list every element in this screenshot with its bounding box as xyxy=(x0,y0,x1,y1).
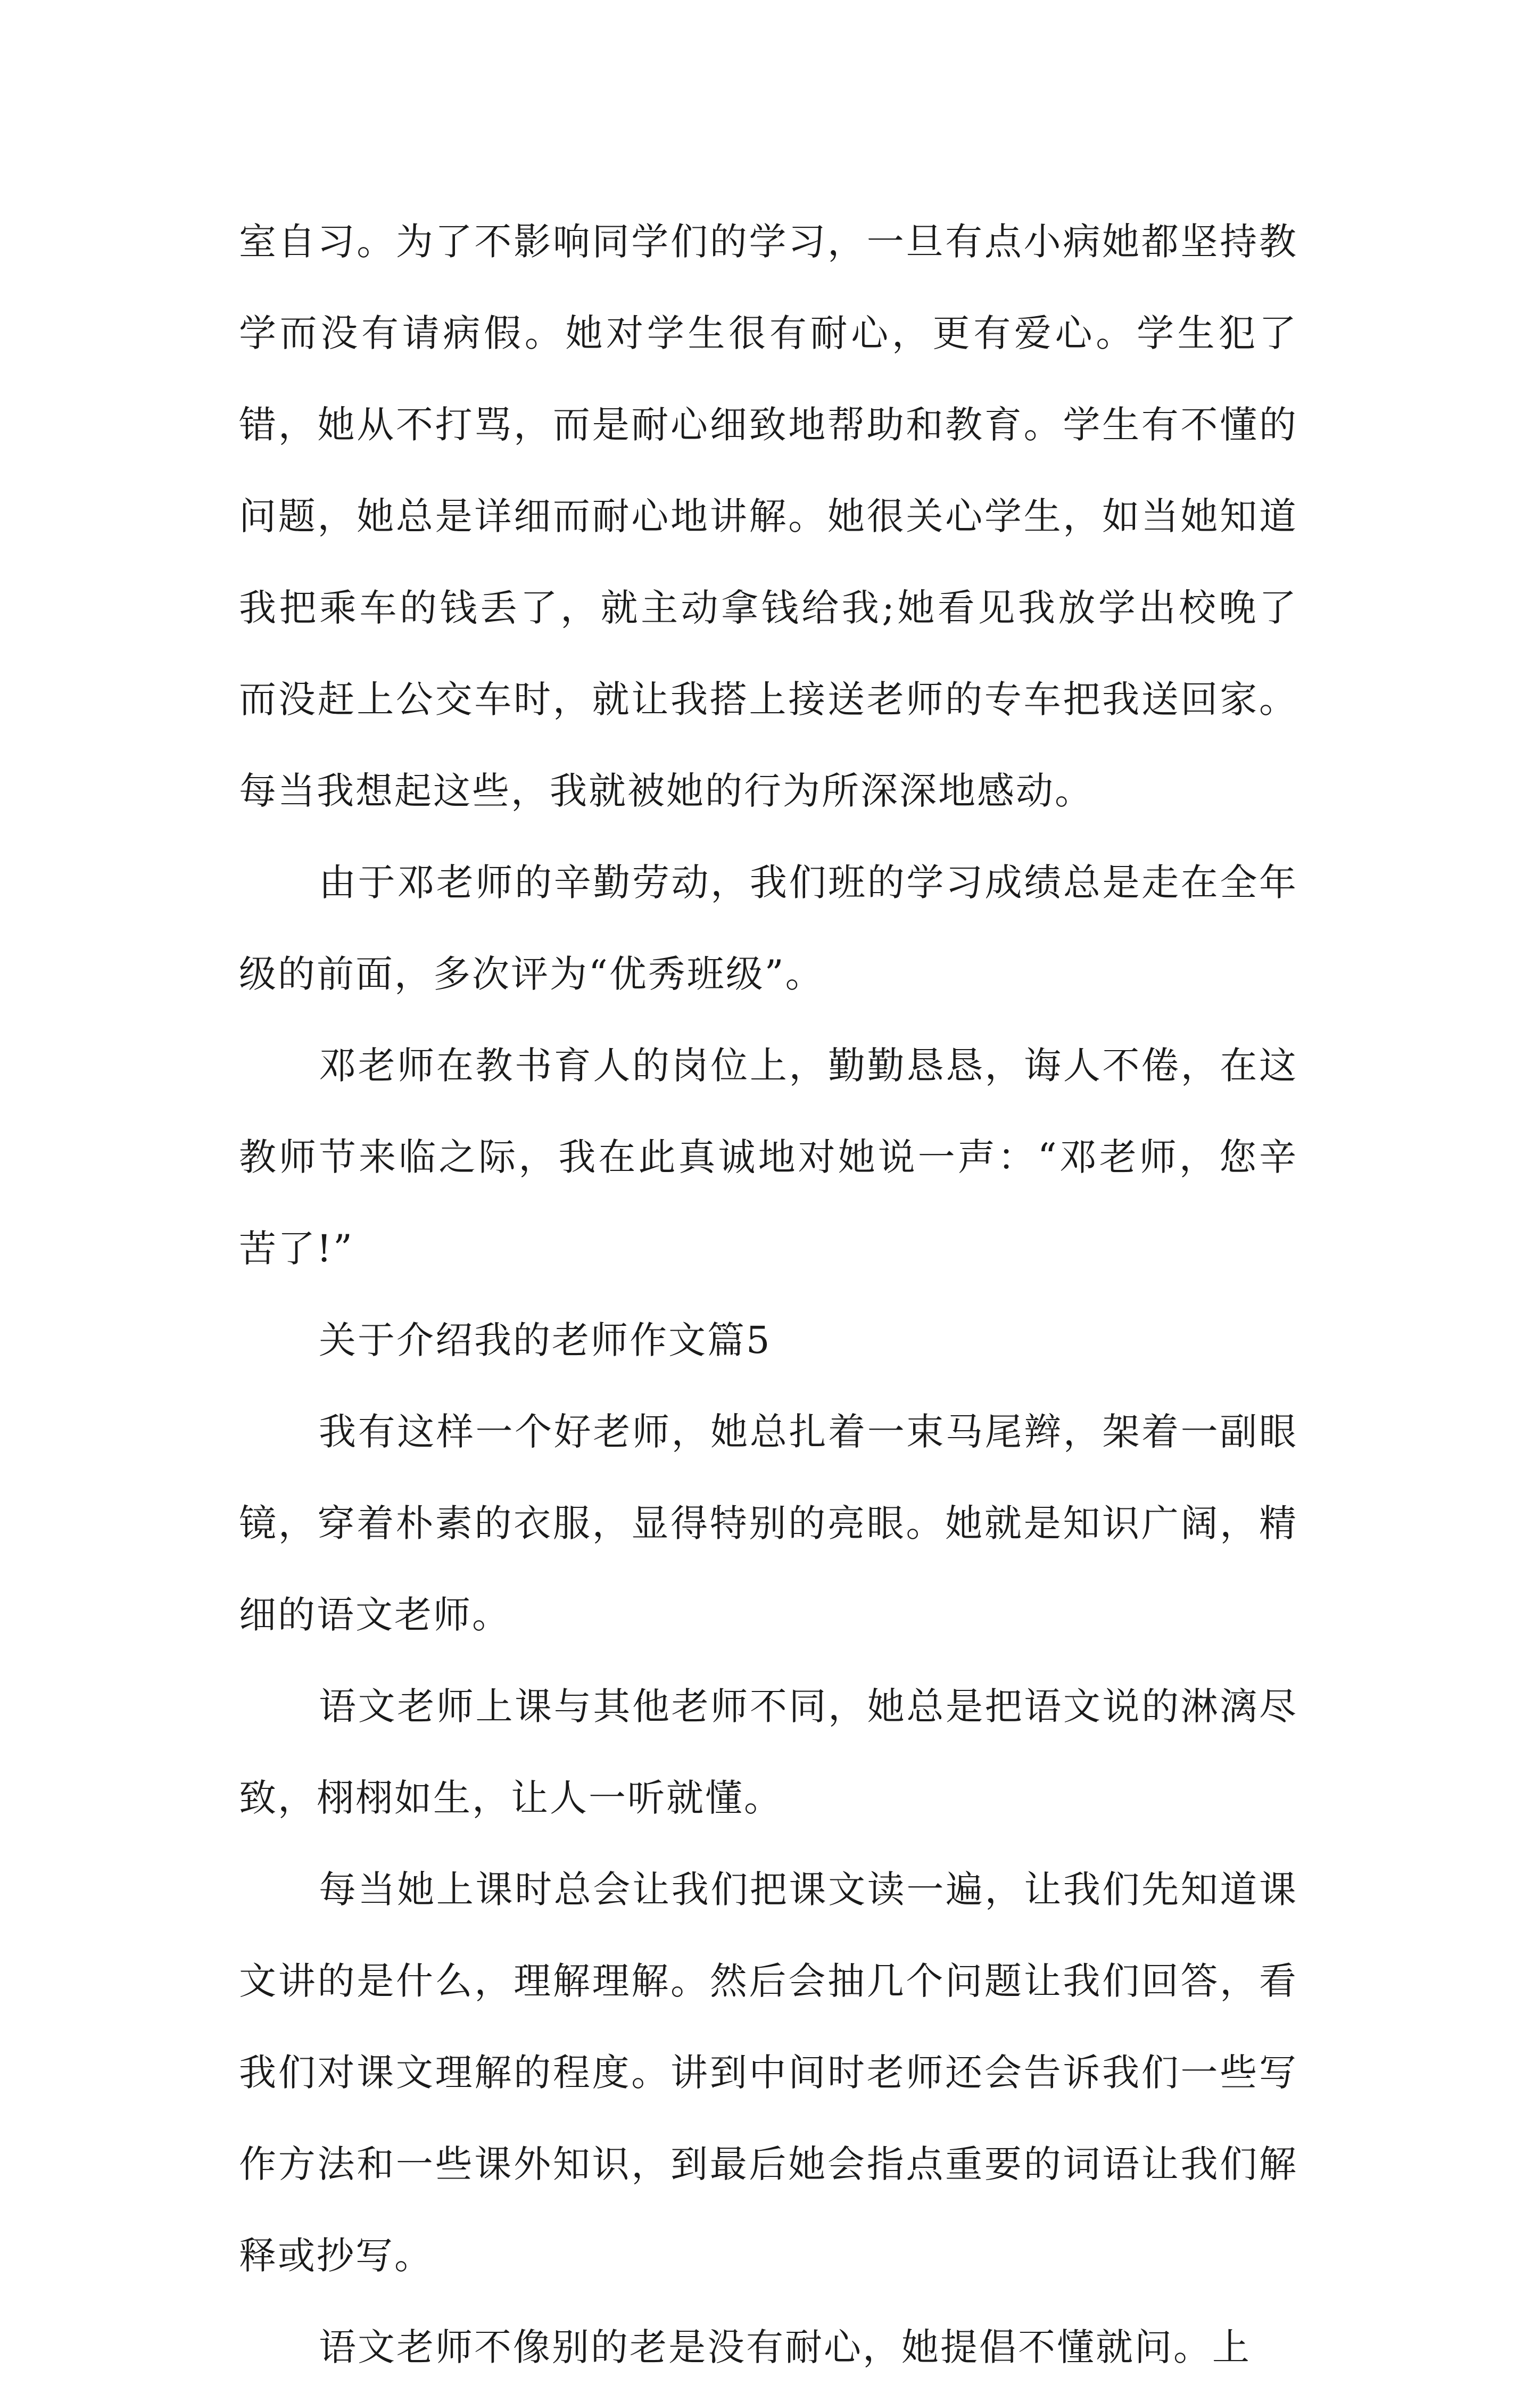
paragraph-7: 语文老师不像别的老是没有耐心，她提倡不懂就问。上 xyxy=(319,2325,1251,2369)
paragraph-1: 室自习。为了不影响同学们的学习，一旦有点小病她都坚持教学而没有请病假。她对学生很有耐心，更有爱心。学生犯了错，她从不打骂，而是耐心细致地帮助和教育。学生有不懂的问题，她总是详细而耐心地讲解。她很关心学生，如当她知道我把乘车的钱丢了，就主动拿钱给我;她看见我放学出校晚了而没赶上公交车时，就让我搭上接送老师的专车把我送回家。每当我想起这些，我就被她的行为所深深地感动。 xyxy=(239,220,1298,813)
paragraph-5: 语文老师上课与其他老师不同，她总是把语文说的淋漓尽致，栩栩如生，让人一听就懂。 xyxy=(239,1685,1298,1820)
paragraph-6: 每当她上课时总会让我们把课文读一遍，让我们先知道课文讲的是什么，理解理解。然后会抽几个问题让我们回答，看我们对课文理解的程度。讲到中间时老师还会告诉我们一些写作方法和一些课外知识，到最后她会指点重要的词语让我们解释或抄写。 xyxy=(239,1868,1298,2278)
document-body xyxy=(239,196,1298,2393)
paragraph-3: 邓老师在教书育人的岗位上，勤勤恳恳，诲人不倦，在这教师节来临之际，我在此真诚地对她说一声：“邓老师，您辛苦了!” xyxy=(239,1044,1298,1270)
paragraph-2: 由于邓老师的辛勤劳动，我们班的学习成绩总是走在全年级的前面，多次评为“优秀班级”。 xyxy=(239,861,1298,996)
paragraph-4: 我有这样一个好老师，她总扎着一束马尾辫，架着一副眼镜，穿着朴素的衣服，显得特别的亮眼。她就是知识广阔，精细的语文老师。 xyxy=(239,1410,1298,1637)
section-heading: 关于介绍我的老师作文篇5 xyxy=(319,1318,772,1362)
